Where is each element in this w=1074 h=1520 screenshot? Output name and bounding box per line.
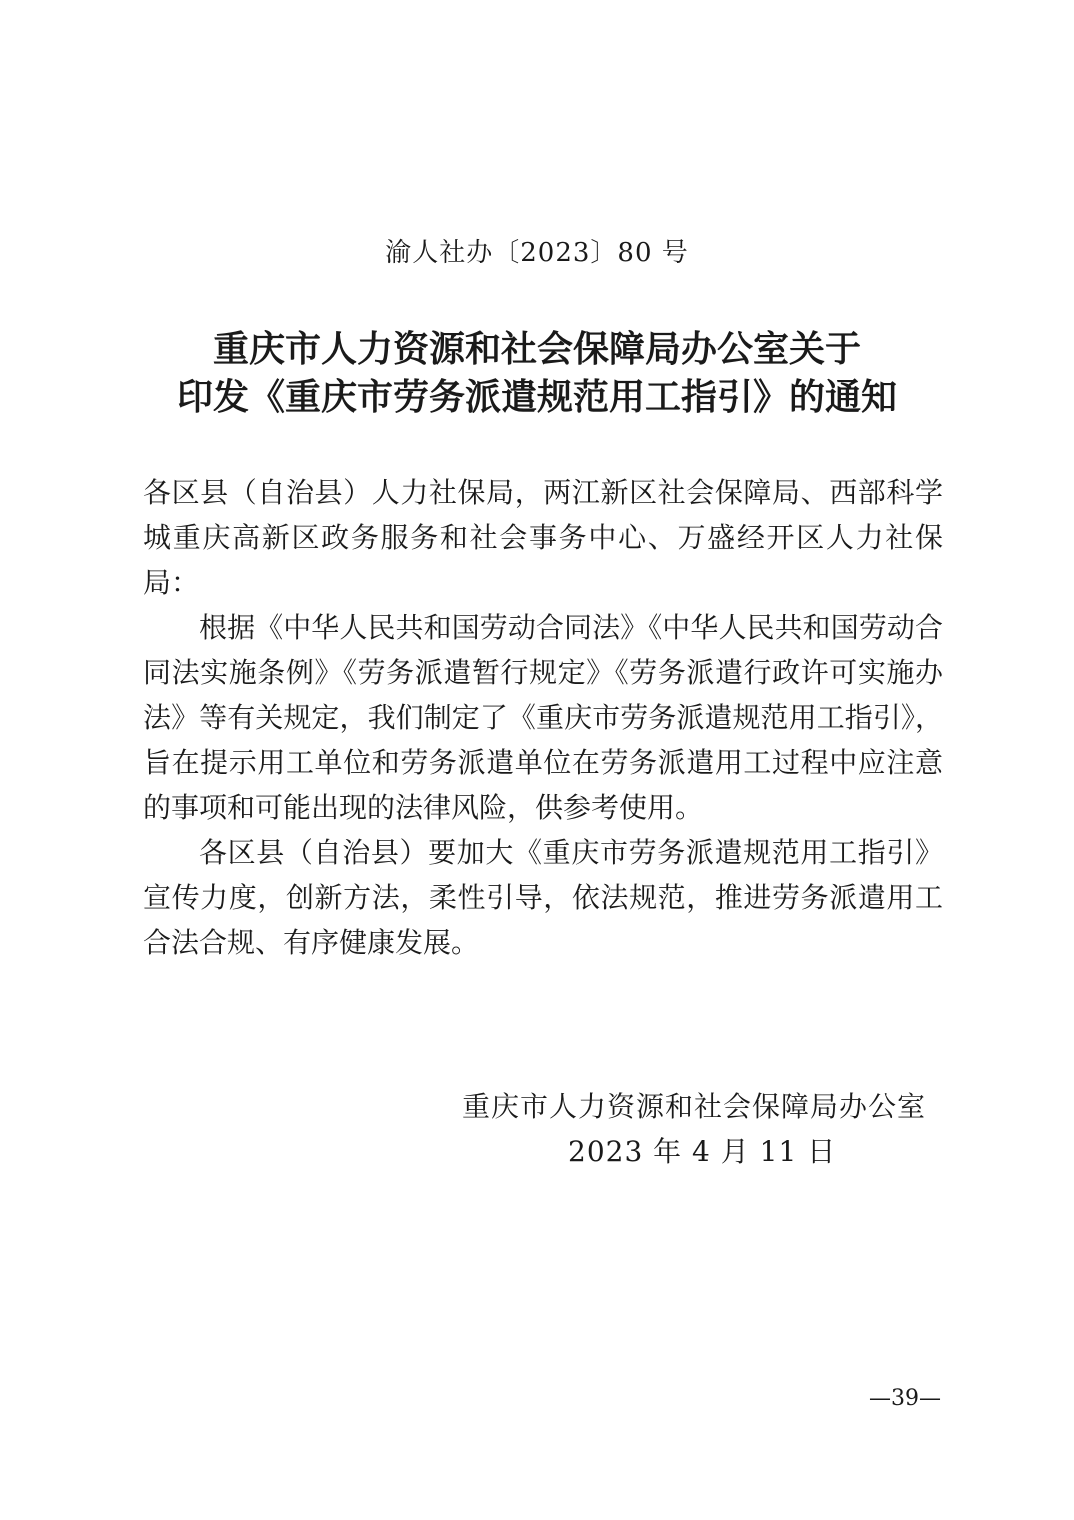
document-number: 渝人社办〔2023〕80 号 xyxy=(385,238,689,268)
salutation: 各区县（自治县）人力社保局，两江新区社会保障局、西部科学城重庆高新区政务服务和社会事务中心、万盛经开区人力社保局： xyxy=(143,476,943,599)
issuer-signature: 重庆市人力资源和社会保障局办公室 xyxy=(462,1090,927,1123)
document-body xyxy=(143,470,943,965)
body-paragraph-2: 各区县（自治县）要加大《重庆市劳务派遣规范用工指引》宣传力度，创新方法，柔性引导，依法规范，推进劳务派遣用工合法合规、有序健康发展。 xyxy=(143,836,943,959)
document-title xyxy=(0,326,1074,422)
title-line-1: 重庆市人力资源和社会保障局办公室关于 xyxy=(212,329,861,370)
body-paragraph-1: 根据《中华人民共和国劳动合同法》《中华人民共和国劳动合同法实施条例》《劳务派遣暂行规定》《劳务派遣行政许可实施办法》等有关规定，我们制定了《重庆市劳务派遣规范用工指引》，旨在提示用工单位和劳务派遣单位在劳务派遣用工过程中应注意的事项和可能出现的法律风险，供参考使用。 xyxy=(143,611,943,824)
title-line-2: 印发《重庆市劳务派遣规范用工指引》的通知 xyxy=(176,377,897,418)
page-number: —39— xyxy=(869,1386,941,1411)
issue-date: 2023 年 4 月 11 日 xyxy=(568,1135,837,1168)
